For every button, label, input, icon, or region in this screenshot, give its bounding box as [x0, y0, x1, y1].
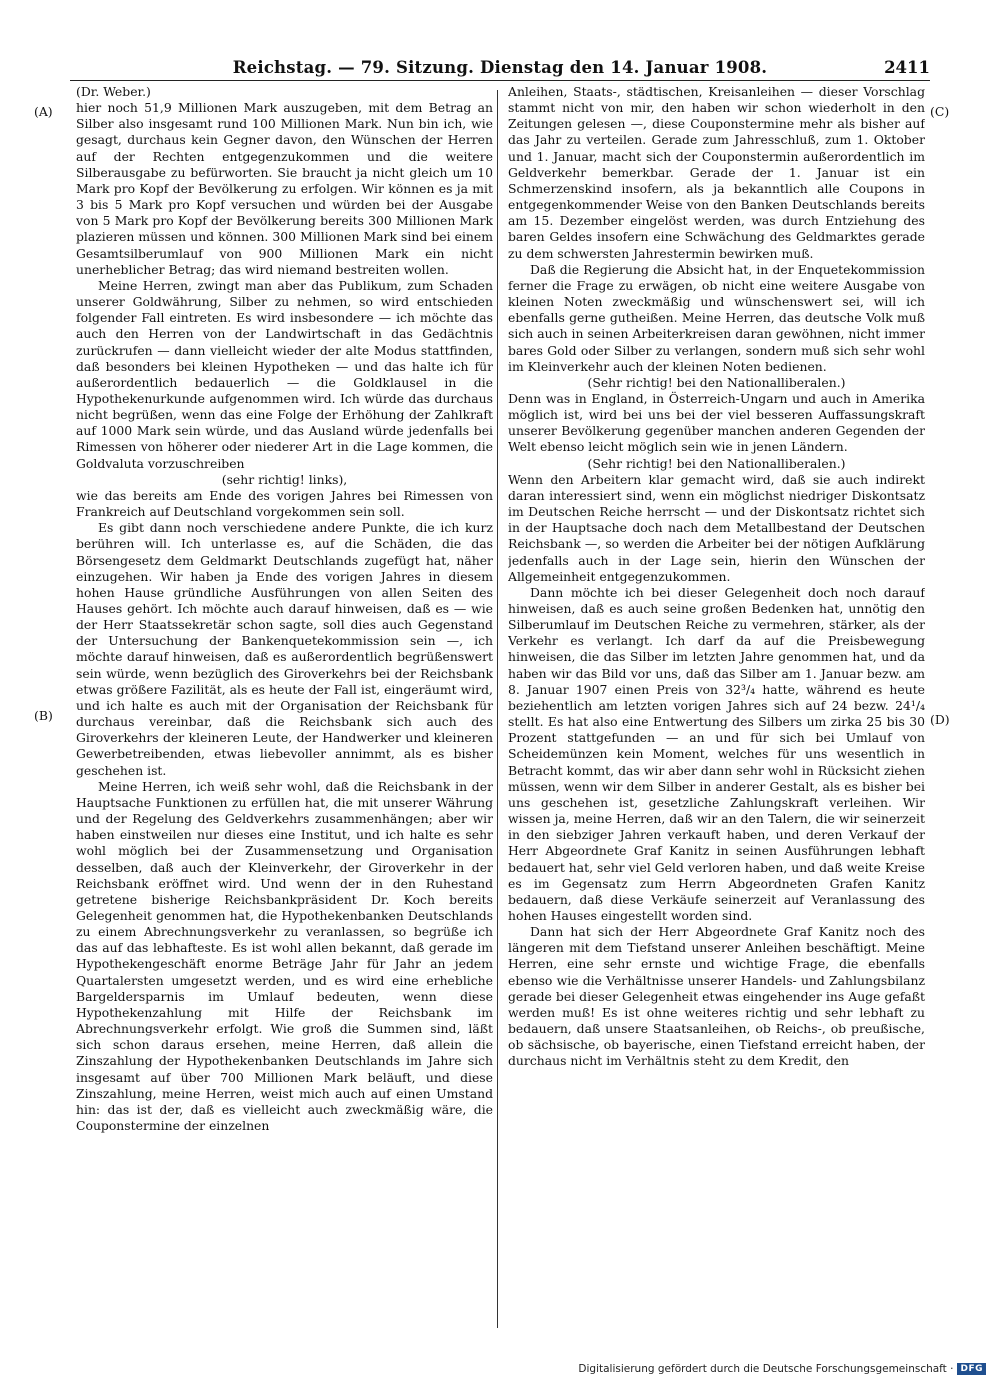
margin-marker-b: (B): [34, 708, 53, 723]
right-paragraphs: [508, 84, 925, 1070]
left-paragraphs: [76, 100, 493, 1134]
paragraph: Dann hat sich der Herr Abgeordnete Graf Kanitz noch des längeren mit dem Tiefstand unserer Anleihen beschäftigt. Meine Herren, eine sehr ernste und wichtige Frage, die ebenfalls ebenso wie die Verhältnisse unserer Handels- und Zahlungsbilanz gerade bei dieser Gelegenheit etwas eingehender ins Auge gefaßt werden muß! Es ist ohne weiteres richtig und sehr lebhaft zu bedauern, daß unsere Staatsanleihen, ob Reichs-, ob preußische, ob sächsische, ob bayerische, einen Tiefstand erreicht haben, der durchaus nicht im Verhältnis steht zu dem Kredit, den: [508, 924, 925, 1069]
left-column: [76, 84, 493, 1329]
speaker-label: (Dr. Weber.): [76, 84, 151, 99]
paragraph: Wenn den Arbeitern klar gemacht wird, daß sie auch indirekt daran interessiert sind, wenn ein möglichst niedriger Diskontsatz im Deutschen Reiche herrscht — und der Diskontsatz richtet sich in der Hauptsache doch nach dem Metallbestand der Deutschen Reichsbank —, so werden die Arbeiter bei der nötigen Aufklärung jedenfalls auch in der Lage sein, hierin den Wünschen der Allgemeinheit entgegenzukommen.: [508, 471, 925, 584]
paragraph: wie das bereits am Ende des vorigen Jahres bei Rimessen von Frankreich auf Deutschland vorgekommen sein soll.: [76, 487, 493, 520]
footer: [578, 1363, 986, 1375]
dfg-logo: DFG: [957, 1363, 986, 1375]
paragraph: Es gibt dann noch verschiedene andere Punkte, die ich kurz berühren will. Ich unterlasse es, auf die Schäden, die das Börsengesetz dem Geldmarkt Deutschlands zugefügt hat, näher einzugehen. Wir haben ja Ende des vorigen Jahres in diesem hohen Hause gründliche Ausführungen von allen Seiten des Hauses gehört. Ich möchte auch darauf hinweisen, daß es — wie der Herr Staatssekretär schon sagte, soll dies auch Gegenstand der Untersuchung der Bankenquetekommission sein —, ich möchte darauf hinweisen, daß es außerordentlich begrüßenswert sein würde, wenn bezüglich des Giroverkehrs bei der Reichsbank etwas größere Fazilität, als es heute der Fall ist, eingeräumt wird, und ich halte es auch mit der Organisation der Reichsbank für durchaus vereinbar, daß die Reichsbank sich auch des Giroverkehrs der kleineren Leute, der Handwerker und kleineren Gewerbetreibenden, etwas liebevoller annimmt, als es bisher geschehen ist.: [76, 520, 493, 778]
paragraph: Meine Herren, zwingt man aber das Publikum, zum Schaden unserer Goldwährung, Silber zu nehmen, so wird entschieden folgender Fall eintreten. Es wird insbesondere — ich möchte das auch den Herren von der Landwirtschaft in das Gedächtnis zurückrufen — dann vielleicht wieder der alte Modus stattfinden, daß besonders bei kleinen Hypotheken — und das halte ich für außerordentlich bedauerlich — die Goldklausel in die Hypothekenurkunde aufgenommen wird. Ich würde das durchaus nicht begrüßen, wenn das eine Folge der Erhöhung der Zahlkraft auf 1000 Mark sein würde, und das Ausland würde jedenfalls bei Rimessen von höherer oder niederer Art in die Lage kommen, die Goldvaluta vorzuschreiben: [76, 277, 493, 471]
interjection: (Sehr richtig! bei den Nationalliberalen.): [587, 455, 846, 471]
interjection: (Sehr richtig! bei den Nationalliberalen.): [587, 374, 846, 390]
interjection: (sehr richtig! links),: [221, 471, 348, 487]
right-column: [508, 84, 925, 1329]
column-divider: [497, 90, 498, 1328]
paragraph: Daß die Regierung die Absicht hat, in der Enquetekommission ferner die Frage zu erwägen, ob nicht eine weitere Ausgabe von kleinen Noten zweckmäßig und wünschenswert sei, will ich ebenfalls gerne gutheißen. Meine Herren, das deutsche Volk muß sich auch in seinen Arbeiterkreisen daran gewöhnen, nicht immer bares Gold oder Silber zu verlangen, sondern muß sich sehr wohl im Kleinverkehr auch der kleinen Noten bedienen.: [508, 261, 925, 374]
page-header: [70, 58, 930, 81]
margin-marker-d: (D): [930, 712, 950, 727]
header-title: Reichstag. — 79. Sitzung. Dienstag den 14. Januar 1908.: [232, 58, 768, 77]
paragraph: Dann möchte ich bei dieser Gelegenheit doch noch darauf hinweisen, daß es auch seine großen Bedenken hat, unnötig den Silberumlauf im Deutschen Reiche zu vermehren, stärker, als der Verkehr es verlangt. Ich darf da auf die Preisbewegung hinweisen, die das Silber im letzten Jahre genommen hat, und da haben wir das Bild vor uns, daß das Silber am 1. Januar bezw. am 8. Januar 1907 einen Preis von 32³/₄ hatte, während es heute beziehentlich am letzten vorigen Jahres sich auf 24 bezw. 24¹/₄ stellt. Es hat also eine Entwertung des Silbers um zirka 25 bis 30 Prozent stattgefunden — an und für sich bei Umlauf von Scheidemünzen kein Moment, welches für uns wesentlich in Betracht kommt, das wir aber dann sehr wohl in Rücksicht ziehen müssen, wenn wir dem Silber in anderer Gestalt, als es bisher bei uns geschehen ist, gesetzliche Zahlungskraft verleihen. Wir wissen ja, meine Herren, daß wir an den Talern, die wir seinerzeit in den siebziger Jahren verkauft haben, und deren Verkauf der Herr Abgeordnete Graf Kanitz in seinen Ausführungen lebhaft bedauert hat, sehr viel Geld verloren haben, und daß weite Kreise es im Gegensatz zum Herrn Abgeordneten Grafen Kanitz bedauern, daß diese Verkäufe seinerzeit auf Veranlassung des hohen Hauses eingestellt worden sind.: [508, 584, 925, 923]
footer-text: Digitalisierung gefördert durch die Deutsche Forschungsgemeinschaft ·: [578, 1363, 954, 1375]
paragraph: Meine Herren, ich weiß sehr wohl, daß die Reichsbank in der Hauptsache Funktionen zu erfüllen hat, die mit unserer Währung und der Regelung des Geldverkehrs zusammenhängen; aber wir haben einstweilen nur dieses eine Institut, und ich halte es sehr wohl möglich bei der Zusammensetzung und Organisation desselben, daß auch der Kleinverkehr, der Giroverkehr in der Reichsbank eröffnet wird. Und wenn der in den Ruhestand getretene bisherige Reichsbankpräsident Dr. Koch bereits Gelegenheit genommen hat, die Hypothekenbanken Deutschlands zu einem Abrechnungsverkehr zu veranlassen, so begrüße ich das auf das lebhafteste. Es ist wohl allen bekannt, daß gerade im Hypothekengeschäft enorme Beträge Jahr für Jahr an jedem Quartalersten umgesetzt werden, und es wird eine erhebliche Bargeldersparnis im Umlauf bedeuten, wenn diese Hypothekenzahlung mit Hilfe der Reichsbank im Abrechnungsverkehr erfolgt. Wie groß die Summen sind, läßt sich schon daraus ersehen, meine Herren, daß allein die Zinszahlung der Hypothekenbanken Deutschlands im Jahre sich insgesamt auf über 700 Millionen Mark beläuft, und diese Zinszahlung, meine Herren, weist mich auch auf einen Umstand hin: das ist der, daß es vielleicht auch zweckmäßig wäre, die Couponstermine der einzelnen: [76, 778, 493, 1133]
paragraph: hier noch 51,9 Millionen Mark auszugeben, mit dem Betrag an Silber also insgesamt rund 100 Millionen Mark. Nun bin ich, wie gesagt, durchaus kein Gegner davon, den Wünschen der Herren auf der Rechten entgegenzukommen und die weitere Silberausgabe zu befürworten. Sie braucht ja nicht gleich um 10 Mark pro Kopf der Bevölkerung zu erfolgen. Wir können es ja mit 3 bis 5 Mark pro Kopf versuchen und würden bei der Ausgabe von 5 Mark pro Kopf der Bevölkerung bereits 300 Millionen Mark plazieren müssen und können. 300 Millionen Mark sind bei einem Gesamtsilberumlauf von 900 Millionen Mark ein nicht unerheblicher Betrag; das wird niemand bestreiten wollen.: [76, 100, 493, 277]
margin-marker-c: (C): [930, 104, 950, 119]
margin-marker-a: (A): [34, 104, 53, 119]
paragraph: Anleihen, Staats-, städtischen, Kreisanleihen — dieser Vorschlag stammt nicht von mir, den haben wir schon wiederholt in den Zeitungen gelesen —, diese Couponstermine mehr als bisher auf das Jahr zu verteilen. Gerade zum Jahresschluß, zum 1. Oktober und 1. Januar, macht sich der Couponstermin außerordentlich im Geldverkehr bemerkbar. Gerade der 1. Januar ist ein Schmerzenskind insofern, als ja bekanntlich alle Coupons in entgegenkommender Weise von den Banken Deutschlands bereits am 15. Dezember eingelöst werden, was durch Entziehung des baren Geldes insofern eine Schwächung des Geldmarktes gerade zu dem schwersten Jahrestermin bewirken muß.: [508, 84, 925, 261]
page-number: 2411: [884, 58, 930, 77]
paragraph: Denn was in England, in Österreich-Ungarn und auch in Amerika möglich ist, wird bei uns bei der viel besseren Auffassungskraft unserer Bevölkerung gegenüber manchen anderen Gegenden der Welt ebenso leicht möglich sein wie in jenen Ländern.: [508, 390, 925, 455]
